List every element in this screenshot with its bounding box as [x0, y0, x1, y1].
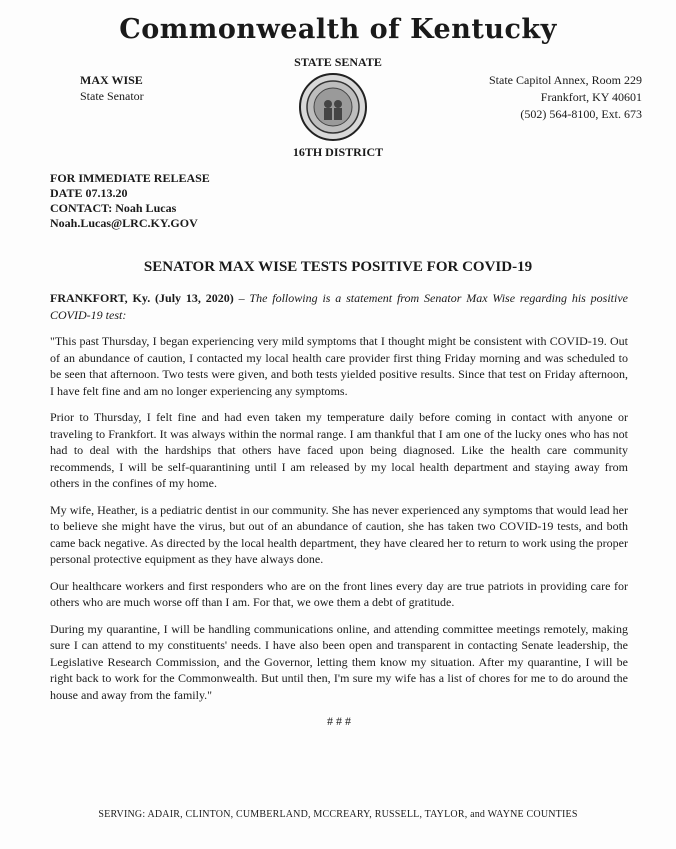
masthead-title: Commonwealth of Kentucky [119, 14, 557, 45]
address-line-1: State Capitol Annex, Room 229 [489, 73, 642, 87]
district-label: 16TH DISTRICT [292, 145, 384, 159]
contact-name: CONTACT: Noah Lucas [50, 201, 177, 215]
end-mark: # # # [327, 714, 351, 728]
address-line-2: Frankfort, KY 40601 [540, 90, 642, 104]
state-seal-icon [298, 72, 368, 142]
dateline-dash: – [233, 291, 250, 305]
paragraph-2: Prior to Thursday, I felt fine and had even taken my temperature daily before coming in contact with anyone or traveling to Frankfort. It was always within the normal range. I am thankful that I am one of the lucky ones who has not had to deal with the hardships that others have faced upon being diagnosed. Like the health care community recommends, I will be self-quarantining until I am released by my local health department and staying away from others in the confines of my home. [50, 410, 628, 490]
intro-text: The following is a statement from Senator Max Wise regarding his positive COVID-19 test: [50, 291, 629, 322]
headline: SENATOR MAX WISE TESTS POSITIVE FOR COVID-19 [143, 259, 533, 275]
statement-body [50, 290, 628, 730]
chamber-label: STATE SENATE [294, 55, 382, 69]
release-status: FOR IMMEDIATE RELEASE [50, 171, 210, 185]
senator-name: MAX WISE [80, 73, 143, 87]
release-info [50, 171, 210, 231]
paragraph-1: "This past Thursday, I began experiencing very mild symptoms that I thought might be consistent with COVID-19. Out of an abundance of caution, I contacted my local health care provider first thing Friday morning and was scheduled to be seen that afternoon. Two tests were given, and both tests yielded positive results. Since that test on Friday afternoon, I have felt fine and am no longer experiencing any symptoms. [50, 334, 628, 398]
paragraph-5: During my quarantine, I will be handling communications online, and attending committee meetings remotely, making sure I can attend to my constituents' needs. I have also been open and transparent in contacting Senate leadership, the Legislative Research Commission, and the Governor, letting them know my situation. After my quarantine, I will be right back to work for the Commonwealth. But until then, I'm sure my wife has a list of chores for me to do around the house and away from the family." [50, 621, 628, 702]
contact-email: Noah.Lucas@LRC.KY.GOV [50, 216, 198, 230]
paragraph-3: My wife, Heather, is a pediatric dentist in our community. She has never experienced any symptoms that would lead her to believe she might have the virus, but out of an abundance of caution, she has taken two COVID-19 tests, and both came back negative. As directed by the local health department, they have cleared her to return to work using the proper personal protective equipment as they have always done. [50, 502, 628, 566]
senator-block [80, 72, 144, 104]
phone-number: (502) 564-8100, Ext. 673 [520, 107, 642, 121]
office-address-block [489, 72, 642, 123]
intro-paragraph [50, 290, 628, 323]
paragraph-4: Our healthcare workers and first responders who are on the front lines every day are true patriots in providing care for others who are much worse off than I am. For that, we owe them a debt of gratitude. [50, 578, 628, 609]
release-date: DATE 07.13.20 [50, 186, 128, 200]
senator-title: State Senator [80, 89, 144, 103]
dateline: FRANKFORT, Ky. (July 13, 2020) [50, 291, 234, 305]
counties-served-footer: SERVING: ADAIR, CLINTON, CUMBERLAND, MCCREARY, RUSSELL, TAYLOR, and WAYNE COUNTIES [98, 809, 578, 820]
